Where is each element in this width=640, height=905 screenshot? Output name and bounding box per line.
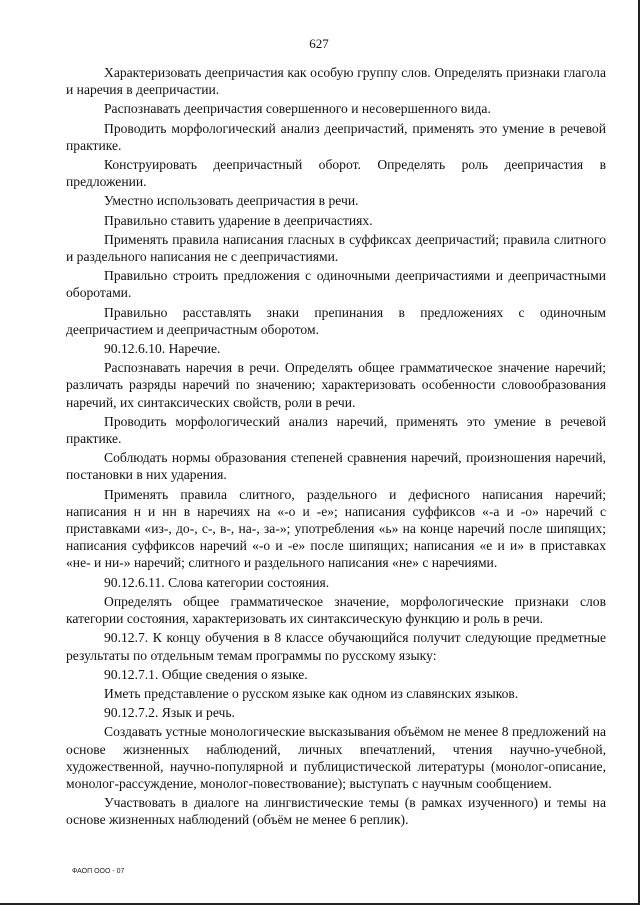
- paragraph: Уместно использовать деепричастия в речи.: [104, 193, 359, 209]
- paragraph: Проводить морфологический анализ наречий, применять это умение в речевой практике.: [66, 413, 606, 447]
- paragraph: Конструировать деепричастный оборот. Определять роль деепричастия в предложении.: [66, 157, 606, 190]
- paragraph: Иметь представление о русском языке как одном из славянских языков.: [104, 685, 519, 701]
- paragraph: Правильно строить предложения с одиночными деепричастиями и деепричастными оборотами.: [66, 268, 606, 301]
- section-heading: 90.12.7.1. Общие сведения о языке.: [104, 666, 308, 682]
- paragraph: Участвовать в диалоге на лингвистические темы (в рамках изученного) и темы на основе жизненных наблюдений (объём не менее 6 реплик).: [66, 795, 606, 828]
- paragraph: Проводить морфологический анализ деепричастий, применять это умение в речевой практике.: [66, 120, 606, 153]
- paragraph: 90.12.7. К концу обучения в 8 классе обучающийся получит следующие предметные результаты по отдельным темам программы по русскому языку:: [66, 630, 606, 663]
- page-number: 627: [309, 36, 329, 51]
- paragraph: Распознавать деепричастия совершенного и несовершенного вида.: [104, 101, 491, 117]
- paragraph: Правильно ставить ударение в деепричастиях.: [104, 212, 373, 228]
- paragraph: Характеризовать деепричастия как особую группу слов. Определять признаки глагола и наречия в деепричастии.: [66, 65, 606, 98]
- section-heading: 90.12.6.11. Слова категории состояния.: [104, 574, 330, 590]
- paragraph: Соблюдать нормы образования степеней сравнения наречий, произношения наречий, постановки в них ударения.: [66, 450, 606, 483]
- paragraph: Определять общее грамматическое значение, морфологические признаки слов категории состояния, характеризовать их синтаксическую функцию и роль в речи.: [66, 593, 606, 627]
- paragraph: Применять правила слитного, раздельного и дефисного написания наречий; написания н и нн в наречиях на «-о и -е»; написания суффиксов «-а и -о» наречий с приставками «из-, до-, с-, в-, на-, за-»; употребления «ь» на конце наречий после шипящих; написания суффиксов наречий «-о и -е» после шипящих; написания «е и и» в приставках «не- и ни-» наречий; слитного и раздельного написания «не» с наречиями.: [66, 486, 606, 571]
- footer-code: ФАОП ООО - 07: [72, 868, 125, 875]
- paragraph: Создавать устные монологические высказывания объёмом не менее 8 предложений на основе жизненных наблюдений, личных впечатлений, чтения научно-учебной, художественной, научно-популярной и публицистической литературы (монолог-описание, монолог-рассуждение, монолог-повествование); выступать с научным сообщением.: [66, 724, 606, 791]
- body-text: [66, 64, 606, 829]
- paragraph: Применять правила написания гласных в суффиксах деепричастий; правила слитного и раздельного написания не с деепричастиями.: [66, 231, 606, 265]
- section-heading: 90.12.7.2. Язык и речь.: [104, 705, 235, 721]
- paragraph: Распознавать наречия в речи. Определять общее грамматическое значение наречий; различать разряды наречий по значению; характеризовать особенности словообразования наречий, их синтаксических свойств, роли в речи.: [66, 360, 606, 410]
- paragraph: Правильно расставлять знаки препинания в предложениях с одиночным деепричастием и деепричастным оборотом.: [66, 304, 606, 337]
- section-heading: 90.12.6.10. Наречие.: [104, 341, 221, 357]
